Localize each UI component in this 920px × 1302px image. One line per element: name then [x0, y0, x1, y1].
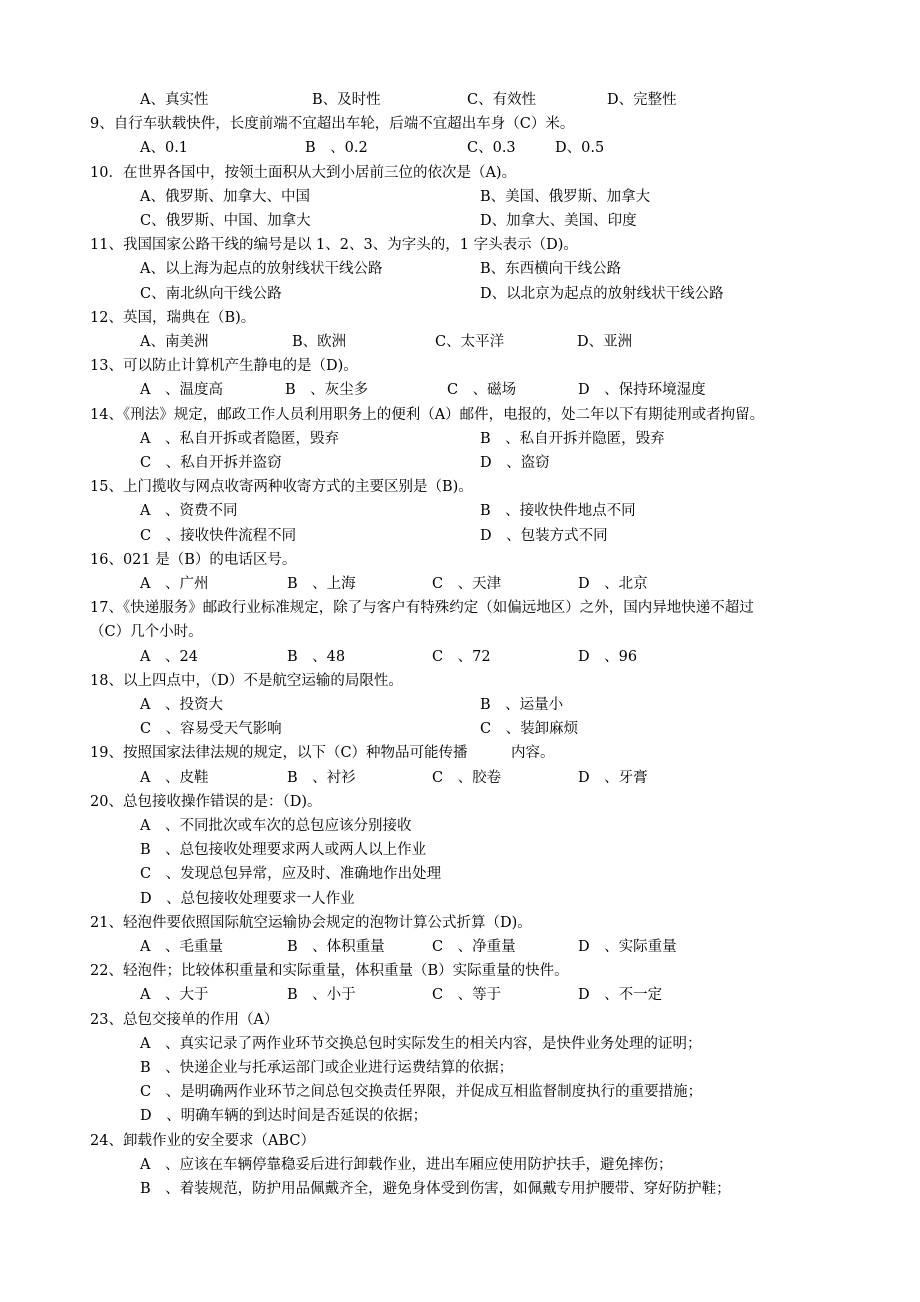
option-item: B 、上海 — [287, 576, 356, 592]
option-item: B 、0.2 — [305, 140, 368, 157]
option-item: C 、胶卷 — [432, 769, 502, 786]
option-item: D、0.5 — [555, 140, 605, 157]
option-item: C、0.3 — [467, 140, 516, 157]
option-row — [140, 1179, 900, 1199]
question-line: 12、英国，瑞典在（B)。 — [90, 309, 256, 326]
option-item: C、太平洋 — [435, 334, 505, 350]
option-item: B、欧洲 — [292, 334, 347, 350]
option-row — [140, 332, 900, 352]
option-item: A、以上海为起点的放射线状干线公路 — [140, 261, 383, 278]
option-item: A 、24 — [140, 648, 198, 665]
option-row — [140, 1106, 900, 1126]
question-line: 18、以上四点中，（D）不是航空运输的局限性。 — [90, 672, 403, 689]
option-item: C 、容易受天气影响 — [140, 721, 282, 738]
option-row — [140, 453, 900, 473]
option-row — [140, 816, 900, 836]
option-item: B 、衬衫 — [287, 769, 356, 786]
option-item: C 、净重量 — [432, 939, 516, 955]
question-line: 20、总包接收操作错误的是：（D)。 — [90, 793, 322, 810]
option-row — [140, 429, 900, 449]
option-item: B 、运量小 — [480, 697, 564, 713]
option-row — [140, 864, 900, 884]
option-item: D、亚洲 — [577, 334, 633, 350]
option-item: A、真实性 — [140, 92, 209, 108]
question-line: 10．在世界各国中，按领土面积从大到小居前三位的依次是（A)。 — [90, 164, 517, 181]
option-item: C 、发现总包异常，应及时、准确地作出处理 — [140, 866, 442, 883]
question-line: 17、《快递服务》邮政行业标准规定，除了与客户有特殊约定（如偏远地区）之外，国内异地快递不超过 — [90, 600, 754, 617]
option-item: B 、体积重量 — [287, 939, 385, 955]
option-item: B 、总包接收处理要求两人或两人以上作业 — [140, 842, 427, 859]
option-row — [140, 501, 900, 521]
option-item: B 、48 — [287, 648, 346, 665]
question-line: （C）几个小时。 — [90, 624, 203, 641]
option-item: C 、接收快件流程不同 — [140, 527, 297, 544]
option-item: D 、明确车辆的到达时间是否延误的依据； — [140, 1108, 428, 1125]
option-row — [140, 719, 900, 739]
option-row — [140, 889, 900, 909]
question-line: 22、轻泡件；比较体积重量和实际重量，体积重量（B）实际重量的快件。 — [90, 963, 569, 980]
option-item: C 、是明确两作业环节之间总包交换责任界限，并促成互相监督制度执行的重要措施； — [140, 1084, 703, 1101]
option-item: A 、大于 — [140, 987, 209, 1004]
question-line: 11、我国国家公路干线的编号是以 1、2、3、为字头的，1 字头表示（D)。 — [90, 237, 578, 254]
option-item: D 、保持环境湿度 — [578, 382, 706, 399]
option-row — [140, 1034, 900, 1054]
option-item: D 、不一定 — [578, 987, 663, 1004]
option-row — [140, 768, 900, 788]
option-item: B、及时性 — [312, 92, 381, 108]
option-item: A 、投资大 — [140, 697, 223, 713]
option-row — [140, 985, 900, 1005]
option-item: C 、72 — [432, 648, 491, 665]
option-item: D 、包装方式不同 — [480, 527, 608, 544]
option-item: C 、私自开拆并盗窃 — [140, 455, 282, 471]
option-item: D 、实际重量 — [578, 939, 677, 955]
option-row — [140, 695, 900, 715]
option-item: A、南美洲 — [140, 334, 209, 350]
option-item: B 、私自开拆并隐匿，毁弃 — [480, 430, 665, 447]
option-item: C 、装卸麻烦 — [480, 721, 579, 738]
option-row — [140, 840, 900, 860]
option-item: A 、私自开拆或者隐匿，毁弃 — [140, 430, 339, 447]
option-item: A 、真实记录了两作业环节交换总包时实际发生的相关内容，是快件业务处理的证明； — [140, 1035, 702, 1052]
option-item: D 、牙膏 — [578, 769, 648, 786]
option-item: A 、不同批次或车次的总包应该分别接收 — [140, 818, 412, 834]
option-item: B 、着装规范，防护用品佩戴齐全，避免身体受到伤害，如佩戴专用护腰带、穿好防护鞋； — [140, 1181, 731, 1197]
option-item: A 、资费不同 — [140, 503, 238, 520]
option-item: D、加拿大、美国、印度 — [480, 213, 637, 229]
question-line: 16、021 是（B）的电话区号。 — [90, 551, 297, 568]
question-line: 13、可以防止计算机产生静电的是（D)。 — [90, 358, 358, 375]
option-item: B、美国、俄罗斯、加拿大 — [480, 188, 651, 205]
question-line: 24、卸载作业的安全要求（ABC） — [90, 1132, 315, 1149]
question-line: 21、轻泡件要依照国际航空运输协会规定的泡物计算公式折算（D)。 — [90, 914, 532, 931]
option-item: C 、天津 — [432, 576, 502, 592]
option-item: A 、毛重量 — [140, 939, 223, 955]
option-item: A、0.1 — [140, 140, 189, 157]
option-row — [140, 380, 900, 400]
option-item: D 、北京 — [578, 576, 648, 592]
option-item: B、东西横向干线公路 — [480, 261, 622, 278]
question-line: 9、自行车驮载快件，长度前端不宜超出车轮，后端不宜超出车身（C）米。 — [90, 116, 575, 133]
option-item: B 、小于 — [287, 987, 356, 1004]
option-row — [140, 937, 900, 957]
option-item: C、有效性 — [467, 92, 537, 108]
option-row — [140, 526, 900, 546]
option-row — [140, 211, 900, 231]
option-item: A 、应该在车辆停靠稳妥后进行卸载作业，进出车厢应使用防护扶手，避免摔伤； — [140, 1156, 673, 1173]
option-item: D 、96 — [578, 648, 638, 665]
option-row — [140, 284, 900, 304]
option-item: D 、总包接收处理要求一人作业 — [140, 890, 355, 907]
option-row — [140, 1082, 900, 1102]
option-row — [140, 187, 900, 207]
option-item: C 、磁场 — [447, 382, 517, 399]
option-item: A、俄罗斯、加拿大、中国 — [140, 188, 310, 205]
option-item: B 、接收快件地点不同 — [480, 503, 636, 520]
option-row — [140, 1058, 900, 1078]
option-item: A 、温度高 — [140, 382, 223, 399]
question-line: 19、按照国家法律法规的规定，以下（C）种物品可能传播 内容。 — [90, 745, 555, 762]
option-row — [140, 1155, 900, 1175]
option-row — [140, 90, 900, 110]
option-item: D 、盗窃 — [480, 455, 550, 471]
option-item: B 、快递企业与托承运部门或企业进行运费结算的依据； — [140, 1060, 514, 1076]
question-line: 14、《刑法》规定，邮政工作人员利用职务上的便利（A）邮件，电报的，处二年以下有期徒刑或者拘留。 — [90, 406, 765, 423]
question-line: 23、总包交接单的作用（A） — [90, 1011, 279, 1028]
option-item: A 、皮鞋 — [140, 769, 209, 786]
option-item: C、俄罗斯、中国、加拿大 — [140, 213, 311, 229]
option-item: D、以北京为起点的放射线状干线公路 — [480, 285, 724, 302]
option-row — [140, 259, 900, 279]
option-item: A 、广州 — [140, 576, 209, 592]
option-item: C、南北纵向干线公路 — [140, 285, 282, 302]
option-row — [140, 138, 900, 158]
option-item: D、完整性 — [607, 92, 677, 108]
option-item: C 、等于 — [432, 987, 502, 1004]
option-row — [140, 647, 900, 667]
option-row — [140, 574, 900, 594]
option-item: B 、灰尘多 — [285, 382, 369, 399]
question-line: 15、上门揽收与网点收寄两种收寄方式的主要区别是（B)。 — [90, 479, 473, 496]
